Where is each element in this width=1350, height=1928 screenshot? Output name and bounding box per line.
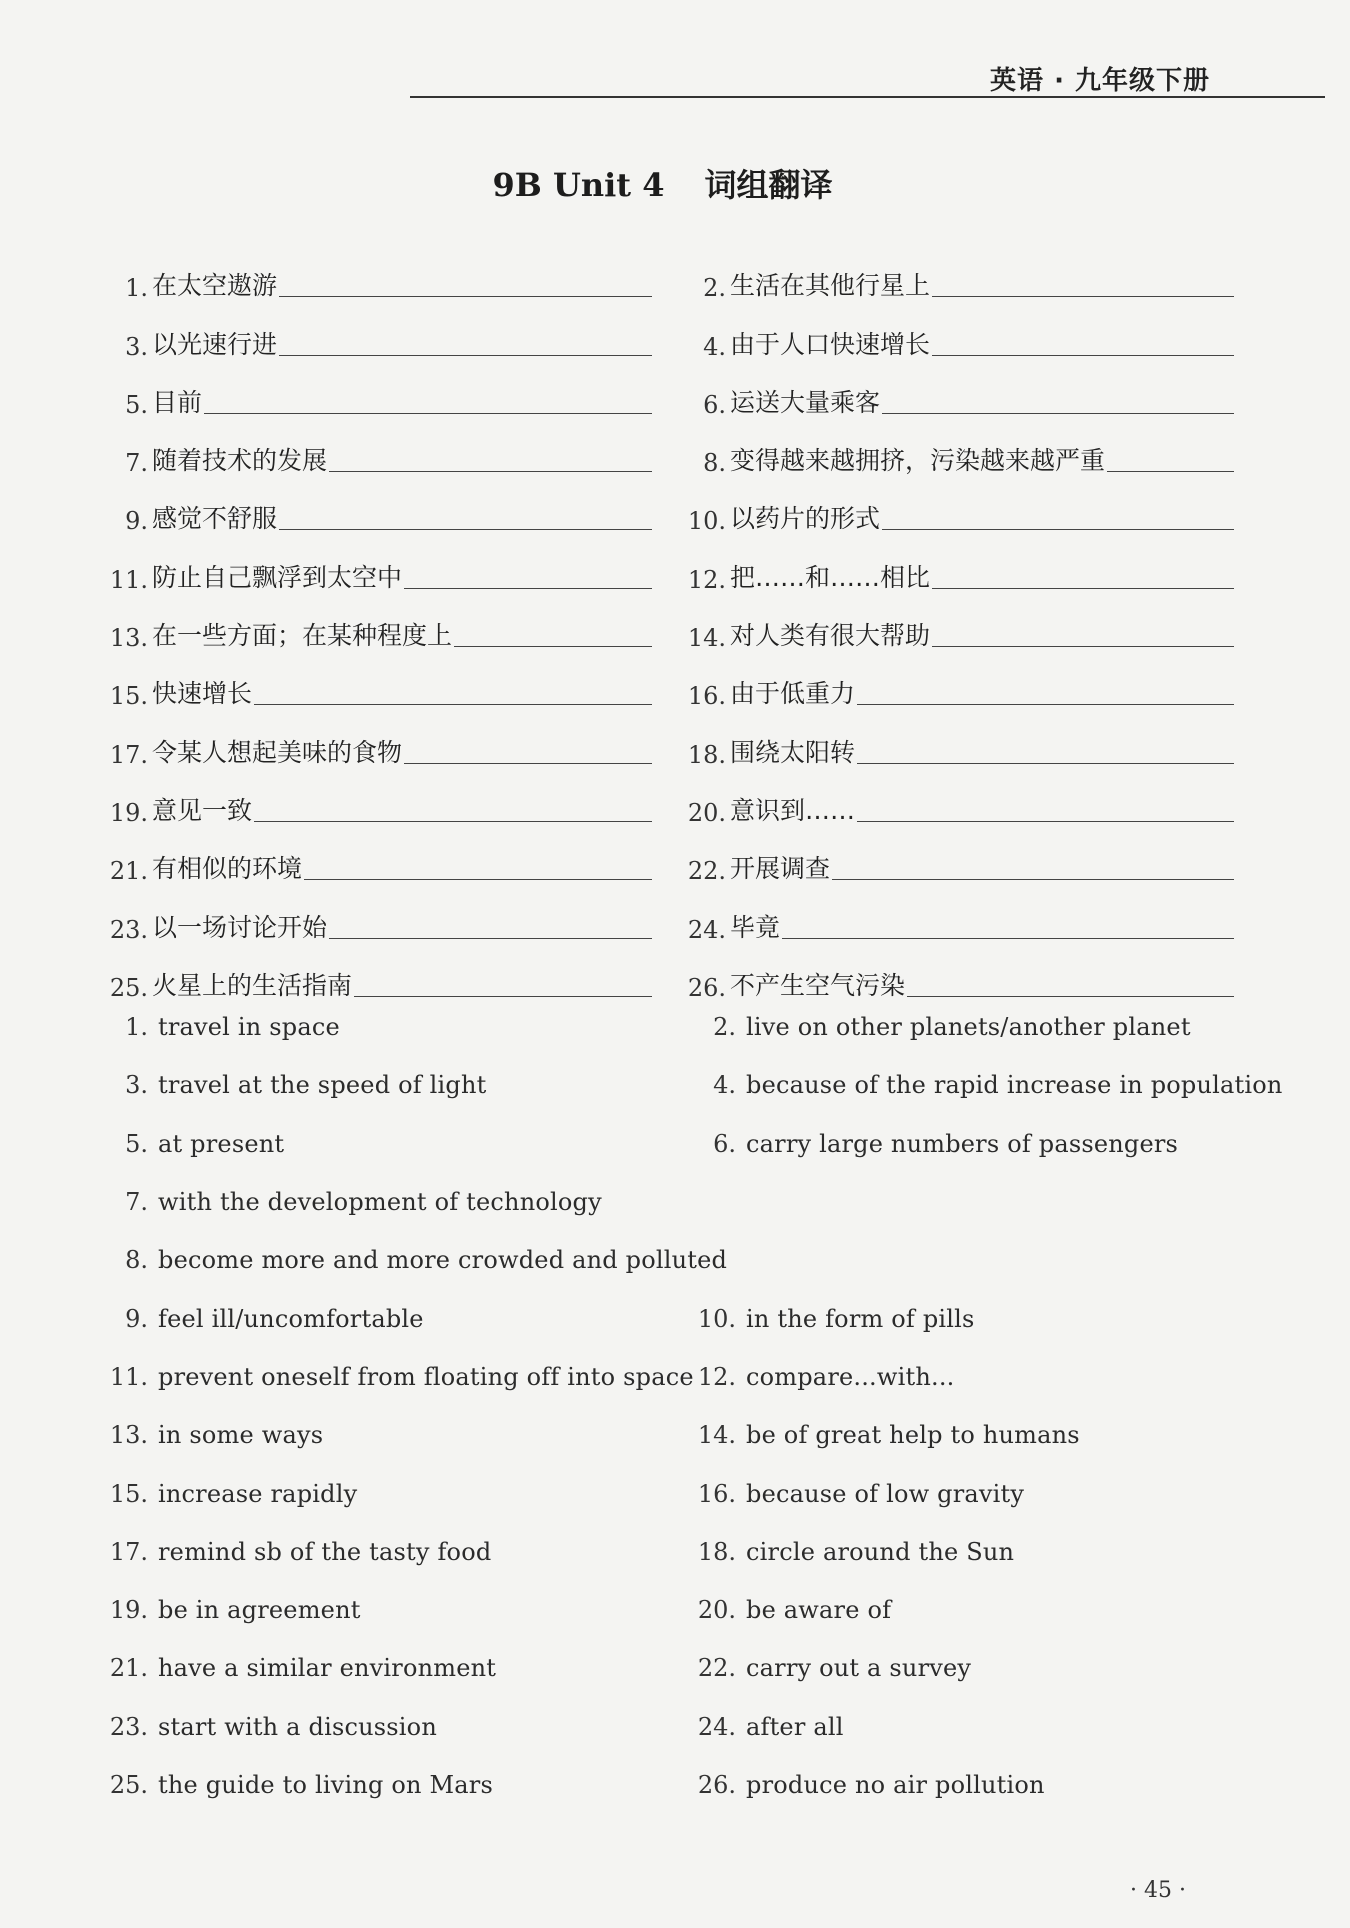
item-number: 18. <box>697 1537 736 1566</box>
english-phrase: carry large numbers of passengers <box>746 1129 1179 1158</box>
page-number: · 45 · <box>1130 1878 1186 1903</box>
answer-blank-line[interactable] <box>857 703 1234 705</box>
english-phrase: remind sb of the tasty food <box>158 1537 492 1566</box>
item-number: 25. <box>109 1771 148 1799</box>
english-phrase: become more and more crowded and polluted <box>158 1246 728 1275</box>
item-number: 25. <box>109 973 148 1002</box>
item-number: 7. <box>125 449 148 478</box>
english-phrase: increase rapidly <box>158 1479 358 1508</box>
english-phrase: carry out a survey <box>746 1654 972 1683</box>
english-phrase: with the development of technology <box>158 1188 602 1217</box>
answer-item <box>692 1071 1283 1100</box>
answer-item <box>692 1654 1222 1682</box>
item-number: 17. <box>109 740 148 769</box>
answer-row <box>104 1581 1234 1639</box>
exercise-row <box>104 827 1234 885</box>
exercise-item <box>104 499 652 535</box>
english-phrase: in the form of pills <box>746 1304 975 1333</box>
item-number: 21. <box>109 857 148 886</box>
answer-item <box>104 1480 692 1508</box>
answer-row <box>104 1231 1234 1289</box>
english-phrase: be aware of <box>746 1596 892 1625</box>
exercise-row <box>104 302 1234 360</box>
english-phrase: be of great help to humans <box>746 1421 1080 1450</box>
exercise-item <box>682 966 1234 1002</box>
item-number: 2. <box>703 274 726 303</box>
answer-blank-line[interactable] <box>882 412 1234 414</box>
exercise-row <box>104 769 1234 827</box>
answer-row <box>104 998 1234 1056</box>
answer-item <box>104 1071 692 1099</box>
english-answer-list <box>104 998 1283 1814</box>
exercise-item <box>104 733 652 769</box>
exercise-item <box>104 441 652 477</box>
exercise-item <box>682 325 1234 361</box>
chinese-exercise-list <box>104 244 1234 1002</box>
answer-blank-line[interactable] <box>354 995 652 997</box>
item-number: 23. <box>109 1712 148 1741</box>
answer-blank-line[interactable] <box>832 878 1234 880</box>
answer-item <box>104 1771 692 1799</box>
answer-row <box>104 1523 1234 1581</box>
answer-blank-line[interactable] <box>782 937 1234 939</box>
unit-label: 9B Unit 4 <box>492 166 665 204</box>
exercise-row <box>104 885 1234 943</box>
english-phrase: prevent oneself from floating off into space <box>158 1362 694 1391</box>
page-title <box>0 160 1325 206</box>
answer-item <box>692 1771 1222 1799</box>
item-number: 26. <box>687 973 726 1002</box>
item-number: 7. <box>125 1188 148 1217</box>
answer-item <box>692 1305 1222 1333</box>
exercise-item <box>104 616 652 652</box>
answer-row <box>104 1056 1283 1114</box>
exercise-item <box>104 325 652 361</box>
answer-item <box>692 1013 1222 1041</box>
exercise-item <box>682 383 1234 419</box>
exercise-item <box>104 966 652 1002</box>
item-number: 12. <box>687 565 726 594</box>
answer-blank-line[interactable] <box>279 354 652 356</box>
page-header <box>0 56 1325 98</box>
answer-row <box>104 1115 1234 1173</box>
exercise-item <box>104 266 652 302</box>
answer-blank-line[interactable] <box>454 645 652 647</box>
exercise-item <box>682 849 1234 885</box>
item-number: 13. <box>109 1421 148 1450</box>
answer-item <box>104 1538 692 1566</box>
chinese-phrase: 快速增长 <box>152 679 253 709</box>
answer-item <box>692 1130 1222 1158</box>
answer-item <box>104 1363 692 1391</box>
chinese-phrase: 意见一致 <box>152 795 253 825</box>
exercise-item <box>104 908 652 944</box>
answer-blank-line[interactable] <box>204 412 652 414</box>
answer-blank-line[interactable] <box>329 470 652 472</box>
book-title: 英语 · 九年级下册 <box>990 66 1210 96</box>
exercise-item <box>682 499 1234 535</box>
item-number: 21. <box>109 1654 148 1683</box>
answer-blank-line[interactable] <box>907 995 1234 997</box>
exercise-item <box>104 383 652 419</box>
exercise-item <box>682 733 1234 769</box>
answer-item <box>104 1130 692 1158</box>
exercise-row <box>104 652 1234 710</box>
answer-row <box>104 1464 1234 1522</box>
exercise-item <box>682 441 1234 477</box>
exercise-row <box>104 535 1234 593</box>
exercise-item <box>104 558 652 594</box>
item-number: 19. <box>109 798 148 827</box>
english-phrase: produce no air pollution <box>746 1771 1045 1799</box>
item-number: 20. <box>687 798 726 827</box>
english-phrase: the guide to living on Mars <box>158 1771 493 1799</box>
chinese-phrase: 以一场讨论开始 <box>152 912 328 942</box>
item-number: 23. <box>109 915 148 944</box>
english-phrase: travel in space <box>158 1013 340 1042</box>
section-label: 词组翻译 <box>704 166 833 204</box>
chinese-phrase: 以药片的形式 <box>730 504 881 534</box>
english-phrase: start with a discussion <box>158 1712 437 1741</box>
exercise-item <box>682 791 1234 827</box>
answer-row <box>104 1289 1234 1347</box>
chinese-phrase: 不产生空气污染 <box>730 970 906 1000</box>
item-number: 6. <box>703 390 726 419</box>
item-number: 13. <box>109 624 148 653</box>
english-phrase: travel at the speed of light <box>158 1071 487 1100</box>
answer-blank-line[interactable] <box>882 528 1234 530</box>
answer-item <box>692 1480 1222 1508</box>
item-number: 16. <box>687 682 726 711</box>
item-number: 20. <box>697 1596 736 1625</box>
item-number: 12. <box>697 1362 736 1391</box>
chinese-phrase: 感觉不舒服 <box>152 504 278 534</box>
answer-item <box>692 1538 1222 1566</box>
item-number: 22. <box>697 1654 736 1683</box>
answer-blank-line[interactable] <box>404 762 652 764</box>
exercise-item <box>682 616 1234 652</box>
chinese-phrase: 防止自己飘浮到太空中 <box>152 562 403 592</box>
answer-blank-line[interactable] <box>329 937 652 939</box>
answer-row <box>104 1756 1234 1814</box>
exercise-item <box>682 266 1234 302</box>
english-phrase: be in agreement <box>158 1596 361 1625</box>
english-phrase: because of low gravity <box>746 1479 1025 1508</box>
exercise-item <box>104 849 652 885</box>
chinese-phrase: 由于低重力 <box>730 679 856 709</box>
item-number: 8. <box>703 449 726 478</box>
answer-blank-line[interactable] <box>279 295 652 297</box>
answer-item <box>692 1421 1222 1449</box>
item-number: 4. <box>713 1071 736 1100</box>
answer-blank-line[interactable] <box>932 645 1234 647</box>
exercise-item <box>682 908 1234 944</box>
english-phrase: feel ill/uncomfortable <box>158 1304 424 1333</box>
answer-blank-line[interactable] <box>857 762 1234 764</box>
english-phrase: at present <box>158 1129 285 1158</box>
item-number: 3. <box>125 332 148 361</box>
answer-blank-line[interactable] <box>857 820 1234 822</box>
english-phrase: after all <box>746 1712 844 1741</box>
answer-item <box>104 1305 692 1333</box>
chinese-phrase: 开展调查 <box>730 854 831 884</box>
chinese-phrase: 由于人口快速增长 <box>730 329 931 359</box>
item-number: 15. <box>109 682 148 711</box>
item-number: 9. <box>125 1304 148 1333</box>
item-number: 14. <box>687 624 726 653</box>
exercise-row <box>104 944 1234 1002</box>
answer-row <box>104 1406 1234 1464</box>
answer-item <box>104 1596 692 1624</box>
item-number: 1. <box>125 274 148 303</box>
answer-row <box>104 1698 1234 1756</box>
answer-item <box>692 1713 1222 1741</box>
english-phrase: live on other planets/another planet <box>746 1013 1191 1042</box>
answer-blank-line[interactable] <box>932 295 1234 297</box>
item-number: 24. <box>687 915 726 944</box>
item-number: 10. <box>697 1304 736 1333</box>
chinese-phrase: 变得越来越拥挤，污染越来越严重 <box>730 446 1106 476</box>
item-number: 1. <box>125 1013 148 1042</box>
item-number: 3. <box>125 1071 148 1100</box>
exercise-row <box>104 419 1234 477</box>
answer-blank-line[interactable] <box>932 587 1234 589</box>
chinese-phrase: 有相似的环境 <box>152 854 303 884</box>
english-phrase: compare...with... <box>746 1362 955 1391</box>
exercise-row <box>104 594 1234 652</box>
chinese-phrase: 生活在其他行星上 <box>730 271 931 301</box>
answer-item <box>692 1363 1222 1391</box>
header-rule <box>410 96 1325 98</box>
answer-blank-line[interactable] <box>404 587 652 589</box>
chinese-phrase: 运送大量乘客 <box>730 387 881 417</box>
item-number: 14. <box>697 1421 736 1450</box>
item-number: 18. <box>687 740 726 769</box>
item-number: 4. <box>703 332 726 361</box>
answer-row <box>104 1348 1234 1406</box>
answer-item <box>104 1188 1204 1216</box>
exercise-item <box>104 674 652 710</box>
chinese-phrase: 火星上的生活指南 <box>152 970 353 1000</box>
exercise-item <box>682 558 1234 594</box>
answer-blank-line[interactable] <box>279 528 652 530</box>
chinese-phrase: 目前 <box>152 387 203 417</box>
item-number: 22. <box>687 857 726 886</box>
english-phrase: in some ways <box>158 1421 324 1450</box>
chinese-phrase: 对人类有很大帮助 <box>730 621 931 651</box>
item-number: 24. <box>697 1712 736 1741</box>
chinese-phrase: 令某人想起美味的食物 <box>152 737 403 767</box>
chinese-phrase: 把……和……相比 <box>730 562 931 592</box>
item-number: 8. <box>125 1246 148 1275</box>
chinese-phrase: 围绕太阳转 <box>730 737 856 767</box>
exercise-row <box>104 477 1234 535</box>
exercise-item <box>682 674 1234 710</box>
item-number: 5. <box>125 1129 148 1158</box>
answer-item <box>104 1013 692 1041</box>
exercise-item <box>104 791 652 827</box>
english-phrase: because of the rapid increase in population <box>746 1071 1283 1100</box>
item-number: 6. <box>713 1129 736 1158</box>
exercise-row <box>104 710 1234 768</box>
answer-blank-line[interactable] <box>932 354 1234 356</box>
item-number: 26. <box>697 1771 736 1799</box>
answer-blank-line[interactable] <box>304 878 652 880</box>
item-number: 2. <box>713 1013 736 1042</box>
answer-item <box>104 1246 1204 1274</box>
item-number: 19. <box>109 1596 148 1625</box>
item-number: 15. <box>109 1479 148 1508</box>
chinese-phrase: 以光速行进 <box>152 329 278 359</box>
answer-item <box>104 1713 692 1741</box>
exercise-row <box>104 244 1234 302</box>
exercise-row <box>104 361 1234 419</box>
item-number: 11. <box>109 1362 148 1391</box>
answer-blank-line[interactable] <box>1107 470 1234 472</box>
item-number: 5. <box>125 390 148 419</box>
item-number: 10. <box>687 507 726 536</box>
chinese-phrase: 毕竟 <box>730 912 781 942</box>
answer-row <box>104 1639 1234 1697</box>
chinese-phrase: 在一些方面；在某种程度上 <box>152 621 453 651</box>
answer-item <box>104 1654 692 1682</box>
item-number: 9. <box>125 507 148 536</box>
chinese-phrase: 随着技术的发展 <box>152 446 328 476</box>
chinese-phrase: 意识到…… <box>730 795 856 825</box>
answer-item <box>104 1421 692 1449</box>
item-number: 16. <box>697 1479 736 1508</box>
item-number: 11. <box>109 565 148 594</box>
item-number: 17. <box>109 1537 148 1566</box>
chinese-phrase: 在太空遨游 <box>152 271 278 301</box>
english-phrase: have a similar environment <box>158 1654 497 1683</box>
answer-row <box>104 1173 1234 1231</box>
answer-blank-line[interactable] <box>254 820 652 822</box>
answer-blank-line[interactable] <box>254 703 652 705</box>
answer-item <box>692 1596 1222 1624</box>
english-phrase: circle around the Sun <box>746 1537 1015 1566</box>
